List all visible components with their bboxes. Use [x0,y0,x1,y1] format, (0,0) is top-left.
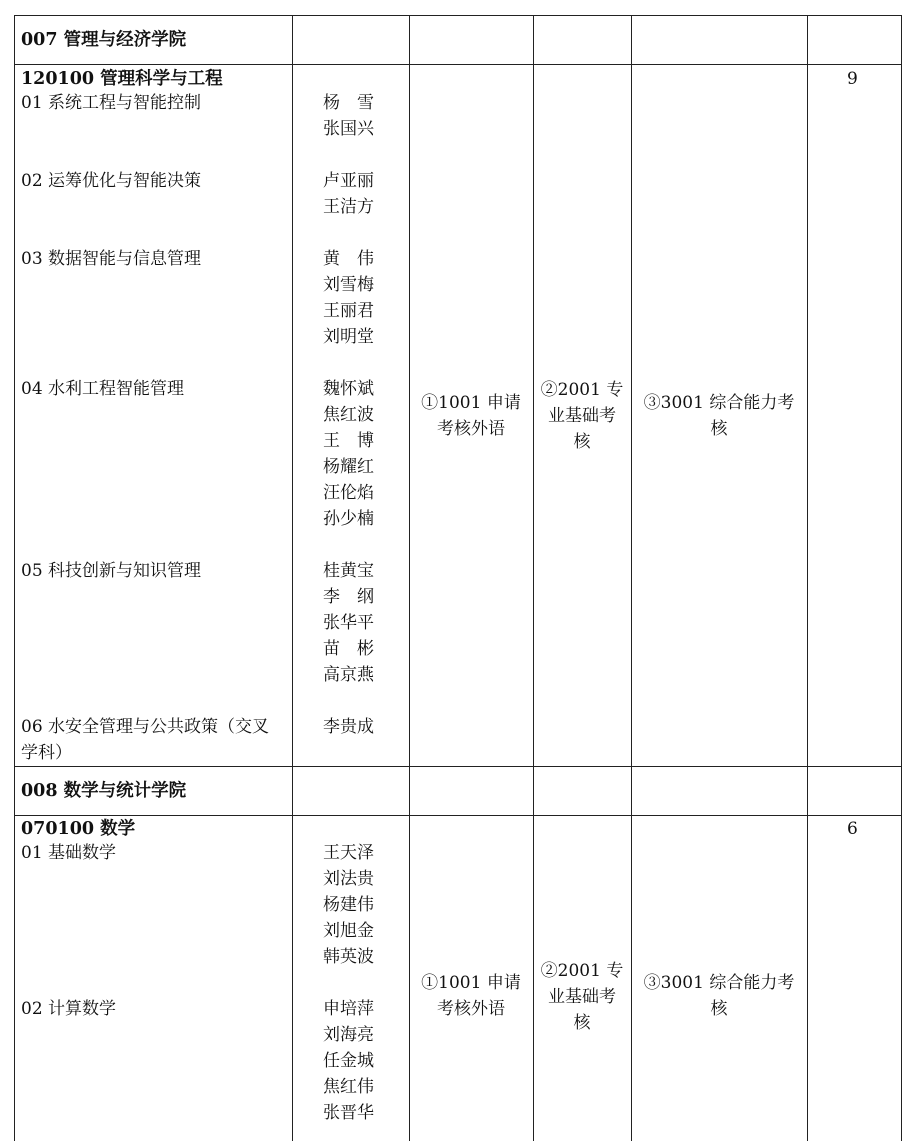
advisor-name: 张华平 [323,613,374,633]
advisor-name: 桂黄宝 [323,561,374,581]
direction-label: 05 科技创新与知识管理 [21,561,202,581]
major-code-name: 120100 管理科学与工程 [21,69,223,89]
quota-value: 9 [847,69,858,89]
advisor-name: 李贵成 [323,717,374,737]
column-divider [533,15,534,1141]
exam-professional-basics: ②2001 专业基础考核 [540,380,624,452]
advisor-name: 刘雪梅 [323,275,374,295]
advisor-name: 王 博 [323,431,374,451]
advisor-name: 孙少楠 [323,509,374,529]
direction-label: 02 计算数学 [21,999,117,1019]
column-divider [807,15,808,1141]
school-header: 008 数学与统计学院 [21,781,187,801]
table-border-left [14,15,15,1141]
advisor-name: 刘旭金 [323,921,374,941]
advisor-name: 李 纲 [323,587,374,607]
advisor-name: 杨耀红 [323,457,374,477]
advisor-name: 韩英波 [323,947,374,967]
direction-label: 04 水利工程智能管理 [21,379,185,399]
table-border-right [901,15,902,1141]
advisor-name: 张国兴 [323,119,374,139]
quota-value: 6 [847,819,858,839]
advisor-name: 汪伦焰 [323,483,374,503]
advisor-name: 王丽君 [323,301,374,321]
advisor-name: 高京燕 [323,665,374,685]
row-divider [14,766,902,767]
row-divider [14,815,902,816]
direction-label: 01 基础数学 [21,843,117,863]
advisor-name: 刘明堂 [323,327,374,347]
advisor-name: 王天泽 [323,843,374,863]
exam-foreign-language: ①1001 申请考核外语 [421,973,521,1019]
school-header: 007 管理与经济学院 [21,30,187,50]
major-code-name: 070100 数学 [21,819,136,839]
advisor-name: 刘法贵 [323,869,374,889]
advisor-name: 苗 彬 [323,639,374,659]
advisor-name: 刘海亮 [323,1025,374,1045]
advisor-name: 张晋华 [323,1103,374,1123]
exam-professional-basics: ②2001 专业基础考核 [540,961,624,1033]
exam-comprehensive-ability: ③3001 综合能力考核 [643,393,795,439]
direction-label: 03 数据智能与信息管理 [21,249,202,269]
advisor-name: 焦红波 [323,405,374,425]
direction-label: 02 运筹优化与智能决策 [21,171,202,191]
row-divider [14,64,902,65]
advisor-name: 魏怀斌 [323,379,374,399]
table-border-top [14,15,902,16]
direction-label: 01 系统工程与智能控制 [21,93,202,113]
advisor-name: 焦红伟 [323,1077,374,1097]
advisor-name: 黄 伟 [323,249,374,269]
advisor-name: 杨建伟 [323,895,374,915]
advisor-name: 卢亚丽 [323,171,374,191]
direction-label-continued: 学科） [21,743,72,763]
advisor-name: 申培萍 [323,999,374,1019]
advisor-name: 任金城 [323,1051,374,1071]
column-divider [631,15,632,1141]
exam-foreign-language: ①1001 申请考核外语 [421,393,521,439]
direction-label: 06 水安全管理与公共政策（交叉 [21,717,270,737]
advisor-name: 杨 雪 [323,93,374,113]
advisor-name: 王洁方 [323,197,374,217]
column-divider [409,15,410,1141]
exam-comprehensive-ability: ③3001 综合能力考核 [643,973,795,1019]
column-divider [292,15,293,1141]
